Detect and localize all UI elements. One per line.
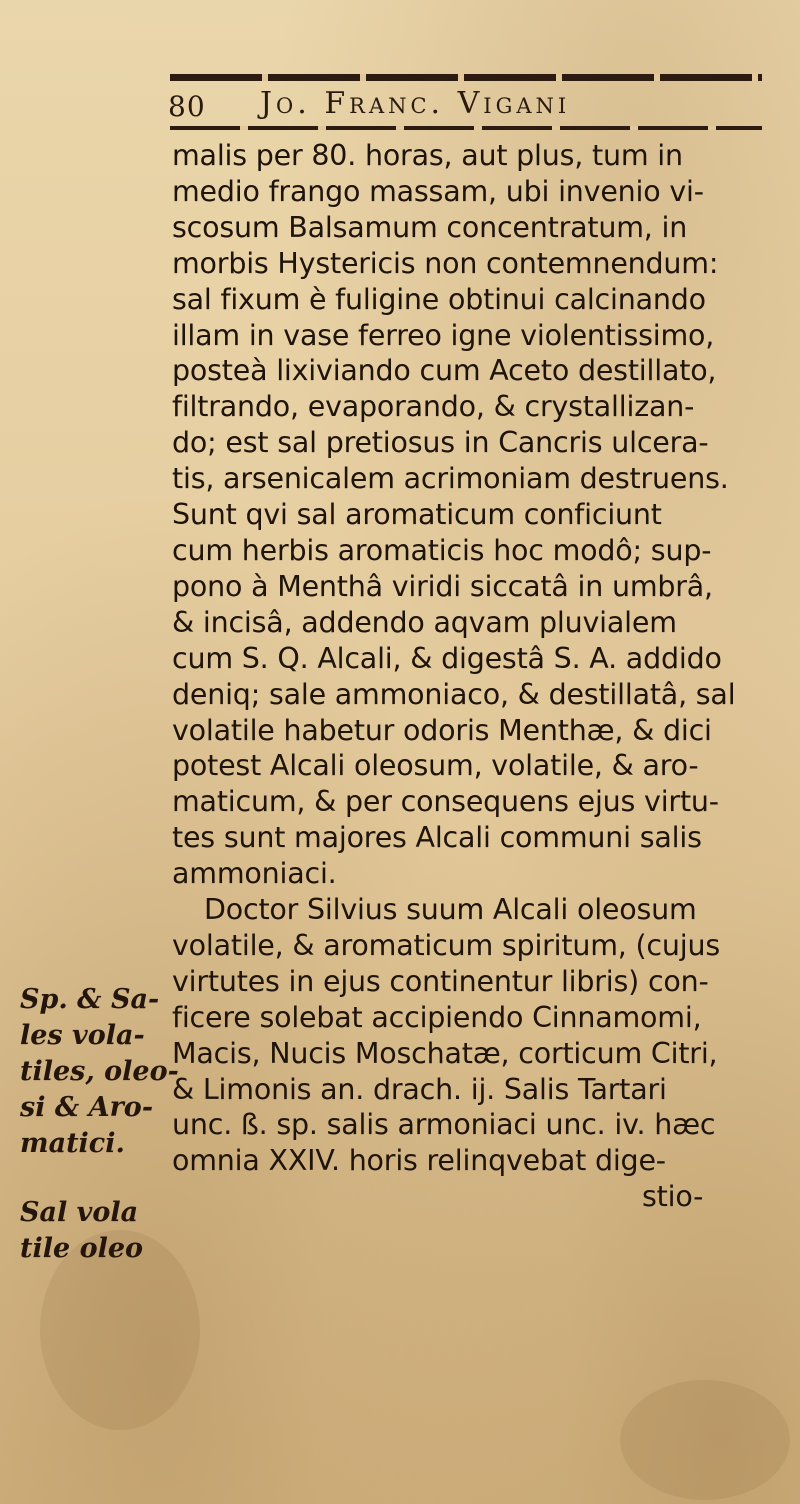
text-line: maticum, & per consequens ejus virtu-	[172, 785, 719, 819]
text-line: & incisâ, addendo aqvam pluvialem	[172, 605, 677, 639]
body-text	[172, 138, 792, 1215]
text-line: potest Alcali oleosum, volatile, & aro-	[172, 749, 699, 783]
marginal-note-line: matici.	[20, 1128, 125, 1159]
text-line: volatile habetur odoris Menthæ, & dici	[172, 713, 712, 747]
text-line: illam in vase ferreo igne violentissimo,	[172, 318, 715, 352]
marginal-note-line: tiles, oleo-	[20, 1056, 179, 1087]
text-line: tes sunt majores Alcali communi salis	[172, 821, 702, 855]
marginal-note-line: tile oleo	[20, 1233, 144, 1264]
text-line: sal fixum è fuligine obtinui calcinando	[172, 282, 706, 316]
text-line: filtrando, evaporando, & crystallizan-	[172, 390, 695, 424]
text-line: cum S. Q. Alcali, & digestâ S. A. addido	[172, 641, 722, 675]
text-line: do; est sal pretiosus in Cancris ulcera-	[172, 426, 709, 460]
header-rule-bottom	[170, 126, 762, 130]
text-line: malis per 80. horas, aut plus, tum in	[172, 139, 683, 172]
text-line: volatile, & aromaticum spiritum, (cujus	[172, 928, 720, 962]
text-line: scosum Balsamum concentratum, in	[172, 210, 688, 244]
text-line: Sunt qvi sal aromaticum conficiunt	[172, 498, 662, 532]
text-line: posteà lixiviando cum Aceto destillato,	[172, 354, 717, 388]
text-line: ammoniaci.	[172, 857, 337, 891]
text-line: medio frango massam, ubi invenio vi-	[172, 174, 704, 208]
header-rule-top	[170, 74, 762, 81]
text-line: pono à Menthâ viridi siccatâ in umbrâ,	[172, 569, 713, 603]
text-line: unc. ß. sp. salis armoniaci unc. iv. hæc	[172, 1108, 716, 1142]
marginal-note-line: Sp. & Sa-	[20, 984, 160, 1015]
page-number: 80	[168, 90, 206, 123]
running-title: Jo. Franc. Vigani	[260, 86, 571, 121]
text-line: Macis, Nucis Moschatæ, corticum Citri,	[172, 1036, 718, 1070]
marginal-note	[20, 982, 179, 1162]
text-line: cum herbis aromaticis hoc modô; sup-	[172, 533, 712, 567]
marginal-note-line: Sal vola	[20, 1197, 139, 1228]
text-line: & Limonis an. drach. ij. Salis Tartari	[172, 1072, 667, 1106]
text-line: stio-	[642, 1180, 704, 1214]
text-line: deniq; sale ammoniaco, & destillatâ, sal	[172, 677, 736, 711]
marginal-note	[20, 1195, 170, 1267]
marginal-note-line: les vola-	[20, 1020, 145, 1051]
text-line: ficere solebat accipiendo Cinnamomi,	[172, 1000, 702, 1034]
marginal-note-line: si & Aro-	[20, 1092, 154, 1123]
text-line: Doctor Silvius suum Alcali oleosum	[204, 893, 697, 927]
paper-stain	[620, 1380, 790, 1500]
text-line: tis, arsenicalem acrimoniam destruens.	[172, 462, 729, 496]
text-line: morbis Hystericis non contemnendum:	[172, 246, 719, 280]
text-line: omnia XXIV. horis relinqvebat dige-	[172, 1144, 666, 1178]
text-line: virtutes in ejus continentur libris) con-	[172, 964, 709, 998]
